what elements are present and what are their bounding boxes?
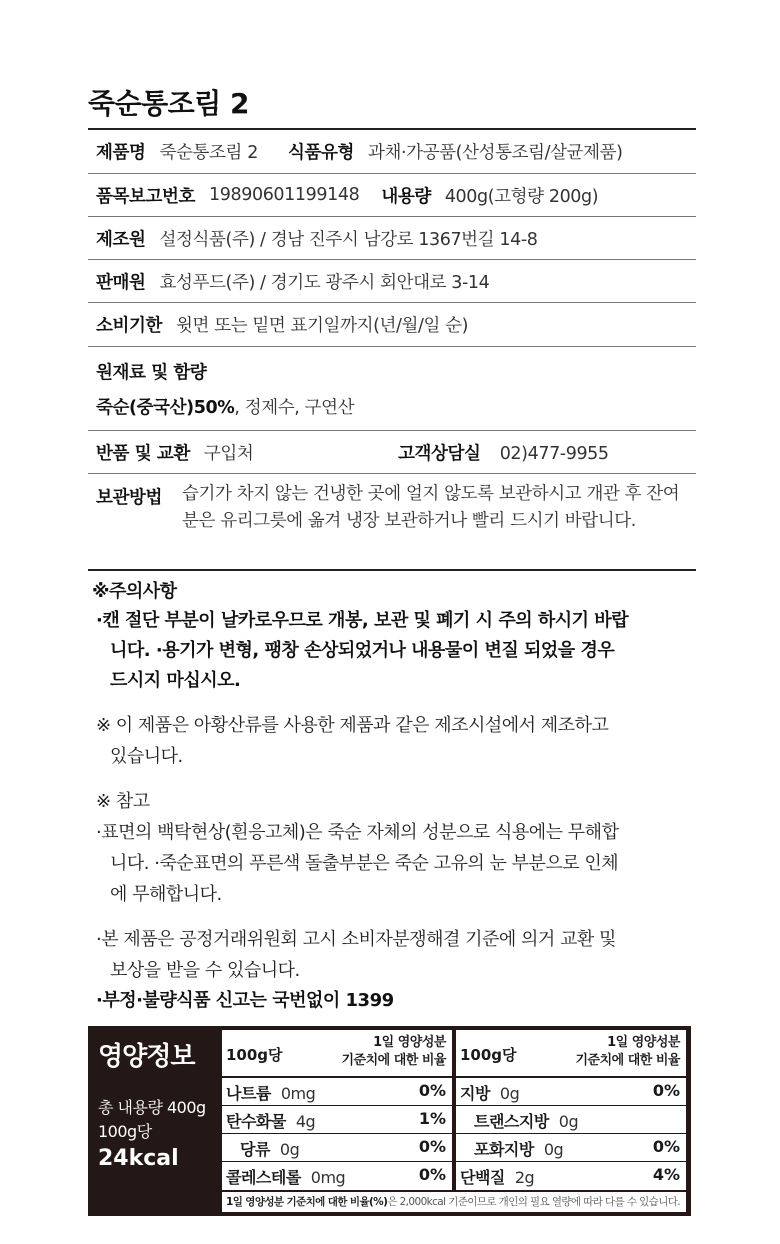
table-header xyxy=(222,1030,452,1078)
nutrient-row xyxy=(456,1078,686,1106)
report-no-value: 19890601199148 xyxy=(209,185,360,205)
ingredients-rest: , 정제수, 구연산 xyxy=(234,398,355,418)
footnote-bold: 1일 영양성분 기준치에 대한 비율(%) xyxy=(226,1196,388,1208)
nutrition-table-left xyxy=(222,1030,452,1190)
row-storage xyxy=(88,474,696,569)
product-title: 죽순통조림 2 xyxy=(88,87,249,120)
nutrition-footnote xyxy=(222,1192,686,1212)
allergy-line-2: 있습니다. xyxy=(110,746,183,767)
manufacturer-value: 설정식품(주) / 경남 진주시 남강로 1367번길 14-8 xyxy=(159,229,538,250)
compensation-line-2: 보상을 받을 수 있습니다. xyxy=(110,960,300,981)
header-standard xyxy=(575,1034,680,1070)
ingredients-line xyxy=(96,394,696,419)
footnote-rest: 은 2,000kcal 기준이므로 개인의 필요 열량에 따라 다를 수 있습니다. xyxy=(387,1196,681,1208)
nutrient-percent: 0% xyxy=(418,1165,446,1184)
nutrition-facts xyxy=(88,1026,691,1216)
ingredients-label: 원재료 및 함량 xyxy=(96,363,207,383)
nutrient-percent: 1% xyxy=(418,1109,446,1128)
row-expiry xyxy=(88,303,696,347)
caution-line-1: ·캔 절단 부분이 날카로우므로 개봉, 보관 및 폐기 시 주의 하시기 바랍 xyxy=(96,610,629,631)
nutrient-row xyxy=(456,1106,686,1134)
nutrient-amount: 0g xyxy=(543,1140,564,1159)
table-header xyxy=(456,1030,686,1078)
nutrient-row xyxy=(222,1134,452,1162)
return-label: 반품 및 교환 xyxy=(96,443,190,464)
report-line: ·부정·불량식품 신고는 국번없이 1399 xyxy=(96,990,394,1011)
seller-label: 판매원 xyxy=(96,272,146,293)
notes-section xyxy=(92,578,692,1016)
compensation-line-1: ·본 제품은 공정거래위원회 고시 소비자분쟁해결 기준에 의거 교환 및 xyxy=(96,929,616,950)
row-manufacturer xyxy=(88,217,696,260)
row-return xyxy=(88,431,696,474)
nutrient-amount: 0g xyxy=(499,1084,520,1103)
caution-line-3: 드시지 마십시오. xyxy=(110,670,241,691)
nutrient-amount: 0g xyxy=(558,1112,579,1131)
row-seller xyxy=(88,260,696,303)
header-standard xyxy=(341,1034,446,1070)
per-amount: 100g당 xyxy=(98,1122,152,1141)
nutrient-amount: 2g xyxy=(514,1168,535,1187)
food-type-label: 식품유형 xyxy=(287,143,354,163)
nutrient-amount: 0mg xyxy=(310,1168,346,1187)
header-std-line-1: 1일 영양성분 xyxy=(373,1035,446,1050)
row-product-name xyxy=(88,130,696,174)
ingredients-main: 죽순(중국산)50% xyxy=(96,398,235,418)
header-per: 100g당 xyxy=(460,1046,517,1064)
nutrient-row xyxy=(456,1162,686,1189)
caution-heading: ※주의사항 xyxy=(92,581,177,602)
calories: 24kcal xyxy=(98,1146,179,1171)
nutrition-title: 영양정보 xyxy=(98,1042,195,1072)
nutrient-name: 지방 xyxy=(460,1084,490,1103)
nutrient-name: 단백질 xyxy=(460,1168,505,1187)
row-ingredients xyxy=(88,347,696,431)
nutrient-name: 포화지방 xyxy=(474,1140,534,1159)
nutrient-row xyxy=(222,1078,452,1106)
nutrient-percent: 0% xyxy=(418,1081,446,1100)
cs-value: 02)477-9955 xyxy=(499,443,609,464)
expiry-value: 윗면 또는 밑면 표기일까지(년/월/일 순) xyxy=(176,316,469,336)
reference-heading: ※ 참고 xyxy=(96,791,150,812)
header-std-line-1: 1일 영양성분 xyxy=(607,1035,680,1050)
header-std-line-2: 기준치에 대한 비율 xyxy=(341,1053,446,1068)
nutrient-row xyxy=(456,1134,686,1162)
product-name-label: 제품명 xyxy=(96,143,146,163)
expiry-label: 소비기한 xyxy=(96,316,163,336)
nutrient-percent: 0% xyxy=(418,1137,446,1156)
nutrient-row xyxy=(222,1106,452,1134)
nutrient-amount: 0mg xyxy=(280,1084,316,1103)
nutrient-name: 나트륨 xyxy=(226,1084,271,1103)
total-content: 총 내용량 400g xyxy=(98,1098,206,1117)
caution-line-2: 니다. ·용기가 변형, 팽창 손상되었거나 내용물이 변질 되었을 경우 xyxy=(110,640,615,661)
nutrient-percent: 4% xyxy=(652,1165,680,1184)
nutrient-row xyxy=(222,1162,452,1189)
nutrient-percent: 0% xyxy=(652,1137,680,1156)
product-info-table xyxy=(88,128,696,571)
nutrient-name: 당류 xyxy=(240,1140,270,1159)
reference-line-1: ·표면의 백탁현상(흰응고체)은 죽순 자체의 성분으로 식용에는 무해합 xyxy=(96,822,619,843)
content-value: 400g(고형량 200g) xyxy=(444,186,599,207)
reference-line-3: 에 무해합니다. xyxy=(110,884,222,905)
cs-group xyxy=(398,440,609,465)
nutrient-name: 트랜스지방 xyxy=(474,1112,549,1131)
storage-value: 습기가 차지 않는 건냉한 곳에 얼지 않도록 보관하시고 개관 후 잔여분은 유리그릇에 옮겨 냉장 보관하거나 빨리 드시기 바랍니다. xyxy=(182,484,680,531)
allergy-line-1: ※ 이 제품은 아황산류를 사용한 제품과 같은 제조시설에서 제조하고 xyxy=(96,715,609,736)
storage-label: 보관방법 xyxy=(96,488,163,508)
content-label: 내용량 xyxy=(381,186,431,207)
nutrient-name: 콜레스테롤 xyxy=(226,1168,301,1187)
nutrient-amount: 4g xyxy=(295,1112,316,1131)
report-no-label: 품목보고번호 xyxy=(96,186,196,207)
nutrient-percent: 0% xyxy=(652,1081,680,1100)
manufacturer-label: 제조원 xyxy=(96,229,146,250)
nutrition-total xyxy=(98,1096,206,1144)
row-report-no xyxy=(88,174,696,217)
food-type-value: 과채·가공품(산성통조림/살균제품) xyxy=(367,143,623,163)
nutrition-table-right xyxy=(456,1030,686,1190)
reference-line-2: 니다. ·죽순표면의 푸른색 돌출부분은 죽순 고유의 눈 부분으로 인체 xyxy=(110,853,619,874)
nutrient-amount: 0g xyxy=(279,1140,300,1159)
return-value: 구입처 xyxy=(203,443,254,464)
nutrition-summary xyxy=(88,1026,220,1216)
nutrient-name: 탄수화물 xyxy=(226,1112,286,1131)
cs-label: 고객상담실 xyxy=(398,443,481,464)
header-std-line-2: 기준치에 대한 비율 xyxy=(575,1053,680,1068)
seller-value: 효성푸드(주) / 경기도 광주시 회안대로 3-14 xyxy=(159,272,490,293)
product-name-value: 죽순통조림 2 xyxy=(159,143,258,163)
header-per: 100g당 xyxy=(226,1046,283,1064)
